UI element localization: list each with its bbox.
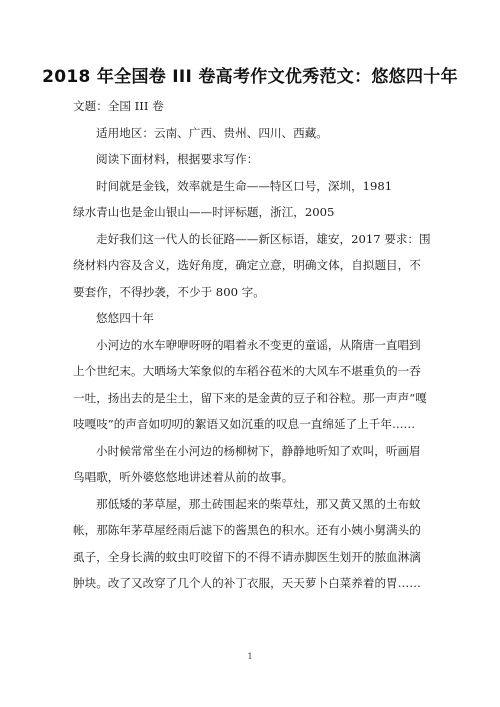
paragraph-material-1: 时间就是金钱，效率就是生命——特区口号，深圳，1981 <box>96 178 393 193</box>
document-body <box>73 93 431 597</box>
essay-paragraph-2: 小时候常常坐在小河边的杨柳树下，静静地听知了欢叫，听画眉鸟唱歌，听外婆悠悠地讲述着从前的故事。 <box>73 443 421 484</box>
essay-heading: 悠悠四十年 <box>96 311 154 325</box>
paragraph-material-3: 走好我们这一代人的长征路——新区标语，雄安，2017 要求：围绕材料内容及含义，选好角度，确定立意，明确文体，自拟题目，不要套作，不得抄袭，不少于 800 字。 <box>73 231 431 299</box>
essay-paragraph-1: 小河边的水车咿咿呀呀的唱着永不变更的童谣，从隋唐一直唱到上个世纪末。大晒场大笨象似的车稻谷苞米的大风车不堪重负的一吞一吐，扬出去的是尘土，留下来的是金黄的豆子和谷粒。那一声声“嘎吱嘎吱”的声音如叨叨的絮语又如沉重的叹息一直绵延了上千年…… <box>73 337 427 431</box>
document-title: 2018 年全国卷 III 卷高考作文优秀范文：悠悠四十年 <box>42 67 458 87</box>
page-number: 1 <box>247 652 253 661</box>
paragraph-regions: 适用地区：云南、广西、贵州、四川、西藏。 <box>96 125 328 140</box>
paragraph-instruction: 阅读下面材料，根据要求写作： <box>96 152 259 166</box>
paragraph-topic: 文题：全国 III 卷 <box>73 99 164 113</box>
paragraph-material-2: 绿水青山也是金山银山——时评标题，浙江，2005 <box>73 205 335 219</box>
essay-paragraph-3: 那低矮的茅草屋，那土砖围起来的柴草灶，那又黄又黑的土布蚊帐，那陈年茅草屋经雨后滤下的酱黑色的积水。还有小姨小舅满头的虱子，全身长满的蚊虫叮咬留下的不得不请赤脚医生划开的脓血淋漓肿块。改了又改穿了几个人的补丁衣服，天天萝卜白菜养着的胃…… <box>73 496 421 590</box>
